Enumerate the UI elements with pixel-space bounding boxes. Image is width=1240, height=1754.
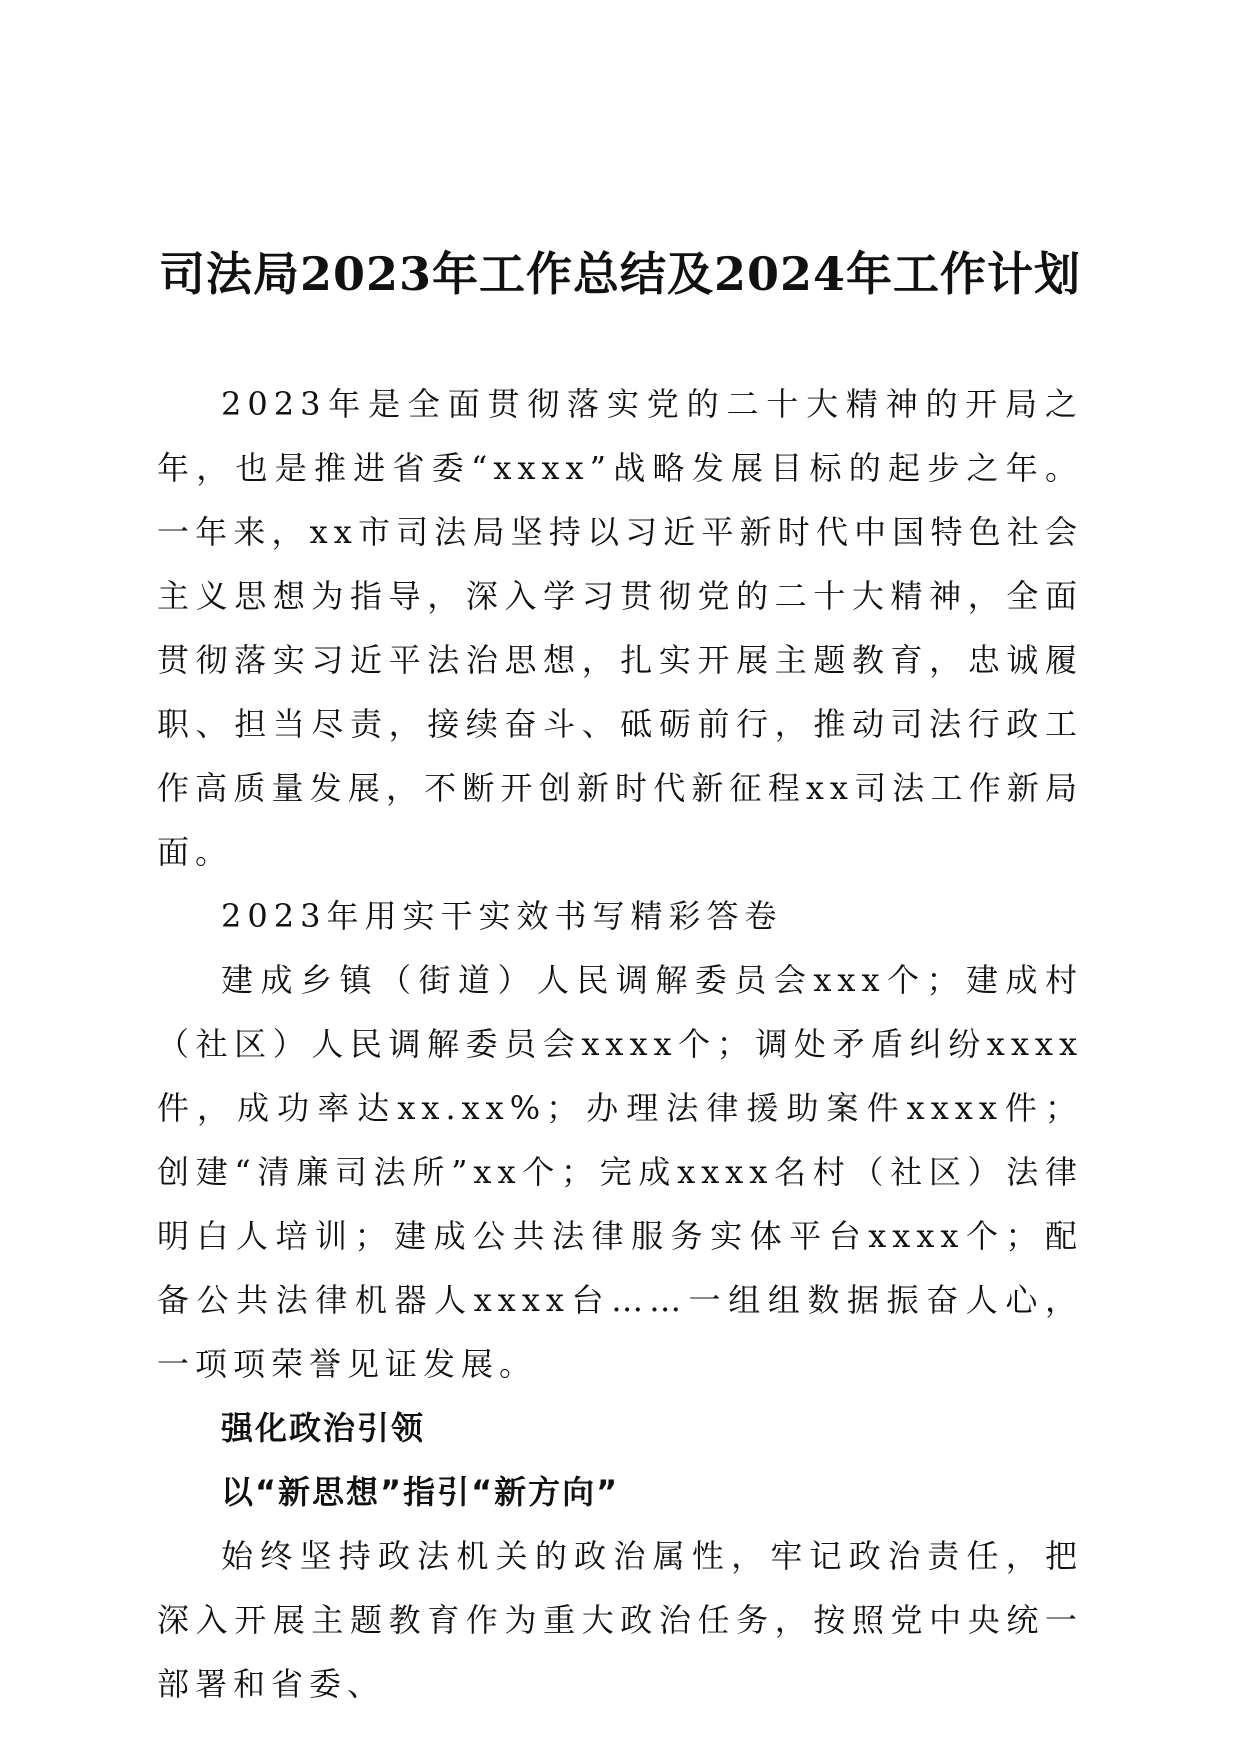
heading-political-leadership: 强化政治引领 [221,1409,426,1447]
document-title: 司法局2023年工作总结及2024年工作计划 [158,247,1082,301]
paragraph-political-attribute: 始终坚持政法机关的政治属性，牢记政治责任，把深入开展主题教育作为重大政治任务，按照党中央统一部署和省委、 [157,1537,1083,1703]
paragraph-intro: 2023年是全面贯彻落实党的二十大精神的开局之年，也是推进省委“xxxx”战略发展目标的起步之年。一年来，xx市司法局坚持以习近平新时代中国特色社会主义思想为指导，深入学习贯彻党的二十大精神，全面贯彻落实习近平法治思想，扎实开展主题教育，忠诚履职、担当尽责，接续奋斗、砥砺前行，推动司法行政工作高质量发展，不断开创新时代新征程xx司法工作新局面。 [157,385,1083,871]
paragraph-statistics: 建成乡镇（街道）人民调解委员会xxx个；建成村（社区）人民调解委员会xxxx个；调处矛盾纠纷xxxx件，成功率达xx.xx%；办理法律援助案件xxxx件；创建“清廉司法所”xx个；完成xxxx名村（社区）法律明白人培训；建成公共法律服务实体平台xxxx个；配备公共法律机器人xxxx台……一组组数据振奋人心，一项项荣誉见证发展。 [157,961,1083,1383]
paragraph-section-title: 2023年用实干实效书写精彩答卷 [221,897,783,935]
document-body [157,372,1083,1716]
heading-new-thought: 以“新思想”指引“新方向” [221,1473,620,1511]
